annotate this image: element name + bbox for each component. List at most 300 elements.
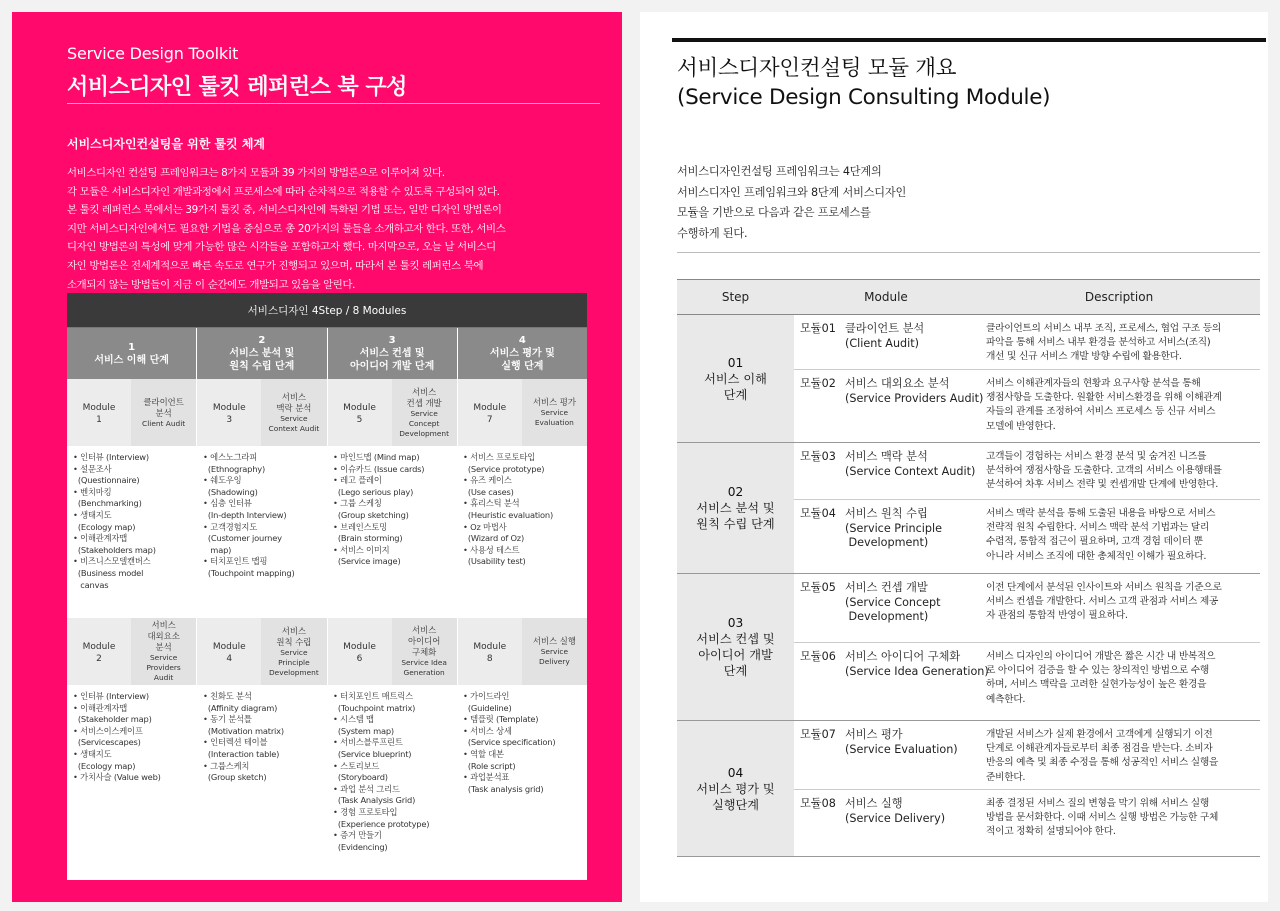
step-name: 서비스 이해 — [704, 371, 767, 386]
title-line: (Service Design Consulting Module) — [677, 85, 1051, 110]
tool-list — [197, 446, 327, 618]
module-description — [978, 574, 1260, 642]
header-step: Step — [721, 290, 750, 304]
module-rows — [794, 315, 1260, 442]
body-line: 자인 방법론은 전세계적으로 빠른 속도로 연구가 진행되고 있으며, 따라서 본 툴킷 레퍼런스 북에 — [67, 259, 484, 272]
tool-item: (Motivation matrix) — [203, 725, 284, 736]
step-cell — [677, 315, 794, 442]
module-name-ko: 서비스 원칙 수립 — [845, 507, 928, 520]
module-description — [978, 500, 1260, 573]
description-line: 모델에 반영한다. — [986, 420, 1056, 432]
module-name-block — [845, 728, 978, 789]
module-name-en: Service — [280, 413, 308, 423]
tool-item: (Touchpoint matrix) — [333, 702, 416, 713]
step-cell — [677, 721, 794, 856]
tool-item: (Storyboard) — [333, 772, 388, 783]
module-name-ko: 서비스 평가 — [845, 728, 903, 741]
step-name: 아이디어 개발 — [698, 648, 773, 662]
module-name-block — [261, 379, 326, 446]
section-subheading: 서비스디자인컨설팅을 위한 툴킷 체계 — [67, 137, 266, 151]
page-kicker: Service Design Toolkit — [67, 44, 239, 63]
module-name-ko: 서비스 — [411, 386, 437, 397]
module-number: 8 — [486, 653, 493, 664]
tool-item: • 생태지도 — [73, 748, 112, 759]
tool-item: • 터치포인트 매트릭스 — [333, 691, 413, 701]
step-number: 04 — [727, 765, 744, 780]
module-name-en: Context Audit — [268, 423, 320, 433]
module-row — [794, 443, 1260, 500]
module-cell — [794, 500, 978, 573]
tool-list — [457, 685, 587, 861]
tool-item: • 그룹 스케칭 — [333, 498, 382, 509]
module-number: 4 — [226, 653, 233, 664]
tool-item: • 과업 분석 그리드 — [333, 783, 400, 794]
tool-item: • 증거 만들기 — [333, 830, 382, 841]
description-line: 서비스 맥락 분석을 통해 도출된 내용을 바탕으로 서비스 — [986, 508, 1216, 519]
tool-item: • 인터뷰 (Interview) — [73, 691, 149, 701]
module-row-even — [67, 618, 587, 685]
tool-item: (Wizard of Oz) — [463, 533, 525, 544]
description-line: 전략적 원칙 수립한다. 서비스 맥락 분석 기법과는 달리 — [986, 522, 1210, 534]
module-label: Module — [343, 641, 376, 652]
module-row — [794, 500, 1260, 573]
module-name-ko: 분석 — [155, 642, 172, 652]
description-line: 반응의 예측 및 최종 수정을 통해 성공적인 서비스 실행을 — [986, 757, 1219, 769]
module-rows — [794, 574, 1260, 720]
tool-item: (Ethnography) — [203, 463, 266, 474]
description-line: 개발된 서비스가 실제 환경에서 고객에게 실행되기 이전 — [986, 729, 1213, 740]
table-header-row — [677, 279, 1260, 315]
module-row — [794, 574, 1260, 643]
description-line: 로 아이디어 검증을 할 수 있는 창의적인 방법으로 수행 — [986, 665, 1210, 677]
tool-item: (Use cases) — [463, 486, 514, 497]
table-title: 서비스디자인 4Step / 8 Modules — [67, 293, 587, 327]
description-line: 분석하여 쟁점사항을 도출한다. 고객의 서비스 이용행태를 — [986, 465, 1222, 477]
step-group — [677, 315, 1260, 443]
module-description — [978, 370, 1260, 442]
tool-item: (Stakeholders map) — [73, 544, 156, 555]
steps-modules-table — [67, 293, 587, 880]
module-row — [794, 370, 1260, 442]
description-line: 서비스 디자인의 아이디어 개발은 짧은 시간 내 반복적으 — [986, 651, 1216, 662]
tool-item: • 인터렉션 테이블 — [203, 737, 268, 748]
tool-item: • 시스템 맵 — [333, 714, 374, 725]
module-name-en: Audit — [153, 673, 174, 682]
module-row — [794, 721, 1260, 790]
module-name-block — [131, 379, 196, 446]
module-name-block — [845, 650, 989, 720]
module-name-ko: 서비스 — [281, 625, 307, 636]
module-name-en: (Service Context Audit) — [845, 464, 976, 478]
description-line: 아니라 서비스 조직에 대한 총체적인 이해가 필요하다. — [986, 550, 1207, 562]
intro-line: 서비스디자인컨설팅 프레임워크는 4단계의 — [677, 165, 882, 178]
module-label: Module — [343, 402, 376, 413]
tool-item: (Usability test) — [463, 556, 526, 567]
module-name-en: Generation — [403, 668, 445, 677]
step-group — [677, 574, 1260, 721]
step-name: 아이디어 개발 단계 — [350, 361, 435, 372]
tool-item: • 쉐도우잉 — [203, 475, 242, 486]
section-divider — [677, 252, 1260, 253]
tool-item: (Experience prototype) — [333, 818, 430, 829]
description-line: 클라이언트의 서비스 내부 조직, 프로세스, 협업 구조 등의 — [986, 323, 1221, 334]
module-number-block — [458, 379, 522, 446]
module-name-block — [845, 450, 978, 499]
step-name: 원칙 수립 단계 — [229, 361, 295, 372]
tool-item: (Servicescapes) — [73, 737, 141, 748]
tool-item: (Lego serious play) — [333, 486, 414, 497]
tool-item: (Group sketch) — [203, 772, 267, 783]
module-name-block — [845, 377, 983, 442]
tool-item: (Task analysis grid) — [463, 783, 544, 794]
tool-item: (Touchpoint mapping) — [203, 567, 295, 578]
tool-item: (Ecology map) — [73, 521, 136, 532]
tools-row-odd — [67, 446, 587, 618]
tool-item: • 설문조사 — [73, 463, 112, 474]
tool-item: • 터치포인트 맵핑 — [203, 556, 268, 567]
tool-item: • 과업분석표 — [463, 772, 510, 783]
module-label: Module — [82, 402, 116, 413]
step-name: 실행 단계 — [501, 361, 544, 372]
intro-text — [677, 162, 906, 244]
module-cell — [794, 790, 978, 856]
description-line: 자 관점의 통합적 반영이 필요하다. — [986, 610, 1128, 622]
tool-item: • 고객경험지도 — [203, 521, 258, 532]
tool-item: (Role script) — [463, 760, 516, 771]
intro-line: 서비스디자인 프레임워크와 8단계 서비스디자인 — [677, 185, 907, 199]
tool-item: • 서비스블루프린트 — [333, 737, 403, 748]
tool-item: (Service blueprint) — [333, 748, 412, 759]
tool-item: (Brain storming) — [333, 533, 403, 544]
description-line: 자들의 관계를 조정하여 서비스 프로세스 등 신규 서비스 — [986, 406, 1216, 418]
tool-item: (Group sketching) — [333, 509, 409, 520]
tool-item: • 서비스 상세 — [463, 725, 512, 736]
module-name-en: Delivery — [539, 657, 570, 666]
module-number: 2 — [96, 653, 102, 664]
intro-paragraph — [67, 164, 587, 294]
body-line: 디자인 방법론의 특성에 맞게 가능한 많은 시각들을 포함하고자 했다. 마지막으로, 오늘 날 서비스디 — [67, 241, 496, 254]
tool-item: • 심층 인터뷰 — [203, 498, 252, 509]
module-name-en: Providers — [146, 663, 181, 672]
module-name-en: Client Audit — [142, 418, 186, 428]
module-name-en: Development — [399, 428, 449, 438]
tool-item: (Benchmarking) — [73, 498, 142, 509]
tool-item: • 친화도 분석 — [203, 691, 252, 701]
tool-item: • 이슈카드 (Issue cards) — [333, 463, 425, 474]
module-description — [978, 721, 1260, 789]
module-name-ko: 클라이언트 분석 — [845, 322, 925, 335]
module-name-en: Service — [149, 653, 178, 662]
module-id: 모듈06 — [800, 650, 836, 663]
description-line: 최종 결정된 서비스 질의 변형을 막기 위해 서비스 실행 — [986, 798, 1210, 809]
step-number: 1 — [128, 341, 136, 353]
tool-item: • 스토리보드 — [333, 760, 380, 771]
step-name: 서비스 컨셉 및 — [696, 632, 775, 646]
module-name-ko: 대외요소 — [147, 631, 180, 641]
module-name-en: (Service Principle — [845, 521, 942, 535]
tool-item: (In-depth Interview) — [203, 509, 287, 520]
module-number: 6 — [356, 653, 363, 664]
description-line: 쟁점사항을 도출한다. 원활한 서비스환경을 위해 이해관계 — [986, 392, 1222, 404]
module-name-block — [522, 618, 587, 685]
tool-item: • 경험 프로토타입 — [333, 806, 398, 817]
module-number-block — [328, 379, 392, 446]
tool-item: canvas — [73, 579, 109, 590]
module-label: Module — [212, 402, 246, 413]
body-line: 소개되지 않는 방법들이 지금 이 순간에도 개발되고 있음을 알린다. — [67, 278, 356, 291]
module-name-ko: 컨셉 개발 — [406, 397, 442, 408]
step-header — [196, 328, 326, 379]
module-number: 3 — [226, 414, 233, 425]
module-label: Module — [82, 641, 116, 652]
description-line: 서비스 이해관계자들의 현황과 요구사항 분석을 통해 — [986, 378, 1201, 389]
module-description — [978, 443, 1260, 499]
module-number-block — [67, 379, 131, 446]
module-name-en: (Service Delivery) — [845, 811, 946, 825]
module-id: 모듈04 — [800, 507, 836, 520]
tool-item: (Service image) — [333, 556, 401, 567]
module-name-block — [845, 507, 978, 573]
description-line: 방법을 문서화한다. 이때 서비스 실행 방법은 가능한 구체 — [986, 812, 1219, 824]
tool-item: • 에스노그라피 — [203, 452, 258, 462]
step-name: 실행단계 — [711, 797, 760, 812]
step-name: 서비스 평가 및 — [489, 348, 555, 359]
module-number-block — [328, 618, 392, 685]
module-name-en: Principle — [278, 657, 310, 667]
module-description — [978, 315, 1260, 369]
tool-item: (Business model — [73, 567, 144, 578]
body-line: 지만 서비스디자인에서도 필요한 기법을 중심으로 총 20가지의 툴들을 소개하고자 한다. 또한, 서비스 — [67, 222, 506, 235]
step-number: 01 — [727, 355, 744, 370]
tool-item: • Oz 마법사 — [463, 521, 507, 532]
module-name-en: Service Idea — [401, 658, 447, 667]
module-cell — [196, 379, 326, 446]
module-row — [794, 643, 1260, 720]
module-cell — [794, 574, 978, 642]
tool-item: (Ecology map) — [73, 760, 136, 771]
module-number-block — [197, 618, 261, 685]
tool-item: • 생태지도 — [73, 509, 112, 520]
page-title — [677, 54, 1050, 112]
module-number-block — [458, 618, 522, 685]
tool-list — [67, 685, 197, 861]
tool-item: (Heuristic evaluation) — [463, 509, 553, 520]
description-line: 개선 및 신규 서비스 개발 방향 수립에 활용한다. — [986, 351, 1182, 363]
module-name-en: (Service Concept — [845, 595, 941, 609]
step-header — [457, 328, 587, 379]
step-number: 03 — [727, 616, 744, 630]
module-cell — [67, 618, 196, 685]
tool-item: (Affinity diagram) — [203, 702, 278, 713]
module-label: Module — [212, 641, 246, 652]
module-number: 5 — [356, 414, 363, 425]
intro-line: 수행하게 된다. — [677, 226, 748, 240]
module-row — [794, 790, 1260, 856]
step-number: 02 — [727, 485, 744, 499]
tool-item: (Service specification) — [463, 737, 556, 748]
tool-item: • 벤치마킹 — [73, 486, 112, 497]
module-cell — [794, 315, 978, 369]
module-name-block — [522, 379, 587, 446]
tool-item: • 비즈니스모델캔버스 — [73, 556, 151, 567]
description-line: 고객들이 경험하는 서비스 환경 분석 및 숨겨진 니즈를 — [986, 451, 1207, 462]
tool-list — [67, 446, 197, 618]
module-name-ko: 맥락 분석 — [276, 402, 312, 413]
body-line: 본 툴킷 레퍼런스 북에서는 39가지 툴킷 중, 서비스디자인에 특화된 기법 또는, 일반 디자인 방법론이 — [67, 204, 502, 217]
tool-item: (Evidencing) — [333, 841, 388, 852]
description-line: 서비스 컨셉을 개발한다. 서비스 고객 관점과 서비스 제공 — [986, 596, 1219, 608]
step-name: 원칙 수립 단계 — [696, 517, 775, 531]
module-name-en: (Client Audit) — [845, 336, 920, 350]
module-cell — [794, 443, 978, 499]
module-cell — [327, 618, 457, 685]
module-number: 1 — [96, 414, 102, 425]
module-name-en: Service — [540, 647, 569, 656]
table-body — [677, 315, 1260, 857]
description-line: 단계로 이해관계자들로부터 최종 점검을 받는다. 소비자 — [986, 743, 1213, 755]
module-cell — [794, 370, 984, 442]
module-cell — [457, 379, 587, 446]
tool-item: (Stakeholder map) — [73, 714, 152, 725]
body-line: 서비스디자인 컨설팅 프레임워크는 8가지 모듈과 39 가지의 방법론으로 이루어져 있다. — [67, 167, 445, 179]
tool-item: (Questionnaire) — [73, 475, 140, 486]
step-header — [327, 328, 457, 379]
module-name-ko: 서비스 맥락 분석 — [845, 450, 928, 463]
module-cell — [794, 643, 989, 720]
step-name: 서비스 컨셉 및 — [359, 348, 425, 359]
module-description — [978, 643, 1260, 720]
module-cell — [327, 379, 457, 446]
tool-list — [197, 685, 327, 861]
module-name-ko: 서비스 대외요소 분석 — [845, 377, 950, 390]
module-row — [794, 315, 1260, 370]
description-line: 준비한다. — [986, 771, 1026, 783]
module-name-block — [261, 618, 326, 685]
module-name-ko: 서비스 컨셉 개발 — [845, 581, 928, 594]
module-id: 모듈02 — [800, 377, 836, 390]
tool-item: • 가치사슬 (Value web) — [73, 772, 161, 783]
module-id: 모듈01 — [800, 322, 836, 335]
step-cell — [677, 443, 794, 573]
tool-item: • 휴리스틱 분석 — [463, 498, 520, 509]
tool-list — [327, 685, 457, 861]
module-overview-table — [677, 279, 1260, 857]
module-name-block — [845, 322, 978, 369]
step-header — [67, 328, 196, 379]
module-name-en: Evaluation — [534, 418, 574, 427]
step-group — [677, 443, 1260, 574]
tool-item: • 사용성 테스트 — [463, 544, 520, 555]
module-rows — [794, 721, 1260, 856]
tool-list — [327, 446, 457, 618]
description-line: 이전 단계에서 분석된 인사이트와 서비스 원칙을 기준으로 — [986, 582, 1222, 593]
tool-item: • 역할 대본 — [463, 748, 504, 759]
tool-item: • 동기 분석틀 — [203, 714, 252, 725]
module-cell — [794, 721, 978, 789]
module-cell — [67, 379, 196, 446]
module-label: Module — [473, 641, 507, 652]
step-name: 단계 — [723, 387, 748, 402]
module-id: 모듈08 — [800, 797, 836, 810]
module-name-block — [845, 581, 978, 642]
description-line: 수렴적, 통합적 접근이 필요하며, 고객 경험 데이터 뿐 — [986, 536, 1203, 548]
tool-item: • 이해관계자맵 — [73, 702, 128, 713]
tools-row-even — [67, 685, 587, 861]
module-name-ko: 클라이언트 — [143, 396, 184, 407]
description-line: 하며, 서비스 맥락을 고려한 실현가능성이 높은 환경을 — [986, 679, 1207, 691]
tool-item: • 서비스 이미지 — [333, 544, 390, 555]
module-name-en: Service — [280, 647, 308, 657]
module-name-en: Service — [410, 408, 438, 418]
left-page — [12, 12, 622, 902]
tool-item: map) — [203, 544, 232, 555]
module-number-block — [67, 618, 131, 685]
module-name-ko: 서비스 아이디어 구체화 — [845, 650, 961, 663]
tool-item: • 인터뷰 (Interview) — [73, 452, 149, 462]
module-number: 7 — [486, 414, 493, 425]
intro-line: 모듈을 기반으로 다음과 같은 프로세스를 — [677, 206, 871, 219]
tool-item: (Shadowing) — [203, 486, 258, 497]
header-description: Description — [1084, 290, 1154, 304]
module-description — [978, 790, 1260, 856]
module-name-ko: 아이디어 — [407, 636, 441, 646]
module-name-ko: 서비스 — [411, 625, 437, 635]
step-cell — [677, 574, 794, 720]
body-line: 각 모듈은 서비스디자인 개발과정에서 프로세스에 따라 순차적으로 적용할 수 있도록 구성되어 있다. — [67, 185, 500, 198]
step-number: 2 — [258, 335, 266, 346]
module-number-block — [197, 379, 261, 446]
tool-item: (Customer journey — [203, 533, 282, 544]
tool-item: • 브레인스토밍 — [333, 521, 388, 532]
module-name-en: Development) — [845, 536, 929, 549]
module-name-ko: 분석 — [155, 407, 172, 418]
module-name-ko: 서비스 평가 — [532, 397, 576, 407]
module-name-ko: 서비스 — [281, 391, 307, 402]
right-page — [640, 12, 1268, 902]
tool-list — [457, 446, 587, 618]
title-divider — [67, 103, 600, 104]
module-name-en: (Service Evaluation) — [845, 742, 958, 756]
top-rule — [672, 38, 1266, 42]
tool-item: (Service prototype) — [463, 463, 545, 474]
tool-item: • 유즈 케이스 — [463, 475, 512, 486]
module-name-en: Concept — [408, 418, 440, 428]
description-line: 분석하여 차후 서비스 전략 및 컨셉개발 단계에 반영한다. — [986, 479, 1219, 491]
module-name-block — [392, 618, 457, 685]
module-id: 모듈03 — [800, 450, 836, 463]
tool-item: (Task Analysis Grid) — [333, 795, 416, 806]
tool-item: • 그룹스케치 — [203, 760, 250, 771]
description-line: 적이고 정확히 설명되어야 한다. — [986, 826, 1116, 838]
module-name-block — [392, 379, 457, 446]
step-header-row — [67, 327, 587, 379]
tool-item: (System map) — [333, 725, 394, 736]
module-name-en: Development) — [845, 610, 929, 623]
module-name-en: (Service Providers Audit) — [845, 391, 984, 405]
module-name-block — [131, 618, 196, 685]
tool-item: (Interaction table) — [203, 748, 280, 759]
module-name-ko: 원칙 수립 — [276, 636, 312, 647]
module-name-en: Development — [268, 667, 319, 677]
tool-item: • 레고 플레이 — [333, 475, 382, 486]
module-name-en: Service — [540, 408, 569, 417]
step-name: 서비스 평가 및 — [696, 781, 775, 796]
module-name-ko: 서비스 실행 — [532, 636, 576, 646]
step-name: 서비스 이해 단계 — [94, 354, 169, 366]
module-cell — [196, 618, 326, 685]
module-id: 모듈07 — [800, 728, 836, 741]
step-name: 단계 — [723, 664, 748, 678]
